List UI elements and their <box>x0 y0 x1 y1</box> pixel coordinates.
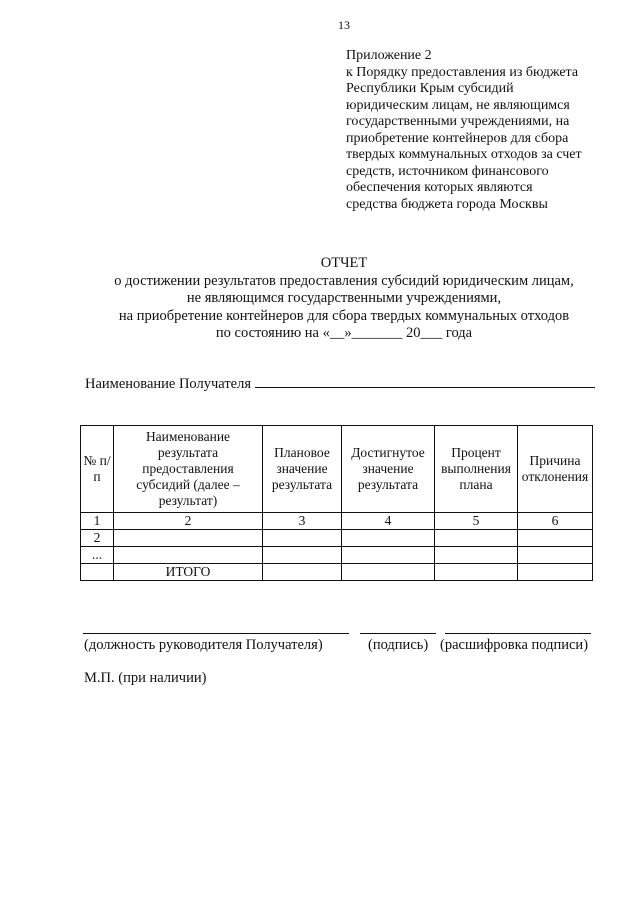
table-cell[interactable] <box>435 530 518 547</box>
column-number-cell: 3 <box>263 513 342 530</box>
decoding-blank-line[interactable] <box>445 633 591 634</box>
table-cell[interactable] <box>342 547 435 564</box>
table-cell[interactable] <box>263 547 342 564</box>
position-label: (должность руководителя Получателя) <box>84 637 323 653</box>
position-blank-line[interactable] <box>83 633 349 634</box>
column-number-cell: 5 <box>435 513 518 530</box>
header-number: № п/п <box>81 426 114 513</box>
table-cell <box>81 564 114 581</box>
table-row <box>81 530 593 547</box>
table-cell: ... <box>81 547 114 564</box>
appendix-line: средства бюджета города Москвы <box>346 196 548 212</box>
column-number-cell: 6 <box>518 513 593 530</box>
report-title: ОТЧЕТ <box>320 255 368 271</box>
report-heading <box>0 255 640 343</box>
total-row <box>81 564 593 581</box>
appendix-line: Республики Крым субсидий <box>346 81 514 96</box>
report-subtitle-line: на приобретение контейнеров для сбора твердых коммунальных отходов <box>118 307 570 324</box>
header-achieved-value: Достигнутое значение результата <box>342 426 435 513</box>
decoding-label: (расшифровка подписи) <box>440 637 589 653</box>
table-cell[interactable] <box>518 564 593 581</box>
table-cell[interactable] <box>114 530 263 547</box>
table-cell[interactable] <box>435 547 518 564</box>
table-cell[interactable] <box>342 564 435 581</box>
signature-label: (подпись) <box>368 637 429 653</box>
appendix-line: Приложение 2 <box>346 48 432 63</box>
table-cell[interactable] <box>518 530 593 547</box>
signature-lines <box>83 633 603 635</box>
header-planned-value: Плановое значение результата <box>263 426 342 513</box>
table-cell[interactable] <box>114 547 263 564</box>
header-deviation-reason: Причина отклонения <box>518 426 593 513</box>
recipient-blank-line[interactable] <box>255 374 595 388</box>
table-cell[interactable] <box>263 564 342 581</box>
stamp-note: М.П. (при наличии) <box>84 670 207 686</box>
appendix-line: средств, источником финансового <box>346 163 549 179</box>
signature-blank-line[interactable] <box>360 633 436 634</box>
total-label: ИТОГО <box>114 564 263 581</box>
appendix-line: государственными учреждениями, на <box>346 114 570 129</box>
appendix-line: приобретение контейнеров для сбора <box>346 130 569 146</box>
report-subtitle-line: о достижении результатов предоставления субсидий юридическим лицам, <box>114 272 574 289</box>
appendix-line: обеспечения которых являются <box>346 180 533 195</box>
appendix-note <box>346 48 636 213</box>
report-subtitle-line: не являющимся государственными учреждениями, <box>186 290 502 306</box>
appendix-line: твердых коммунальных отходов за счет <box>346 147 582 162</box>
appendix-line: юридическим лицам, не являющимся <box>346 97 570 113</box>
header-completion-percent: Процент выполнения плана <box>435 426 518 513</box>
table-cell[interactable] <box>518 547 593 564</box>
column-number-cell: 4 <box>342 513 435 530</box>
table-cell[interactable] <box>342 530 435 547</box>
header-result-name: Наименование результата предоставления субсидий (далее – результат) <box>114 426 263 513</box>
column-number-cell: 1 <box>81 513 114 530</box>
table-cell[interactable] <box>435 564 518 581</box>
column-number-row <box>81 513 593 530</box>
column-number-cell: 2 <box>114 513 263 530</box>
table-cell[interactable] <box>263 530 342 547</box>
table-header-row <box>81 426 593 513</box>
recipient-field <box>85 374 595 393</box>
recipient-label: Наименование Получателя <box>85 376 252 392</box>
table-row <box>81 547 593 564</box>
page-number: 13 <box>338 18 350 32</box>
appendix-line: к Порядку предоставления из бюджета <box>346 64 579 80</box>
report-date-line: по состоянию на «__»_______ 20___ года <box>215 325 473 341</box>
table-cell: 2 <box>81 530 114 547</box>
results-table <box>80 425 593 581</box>
